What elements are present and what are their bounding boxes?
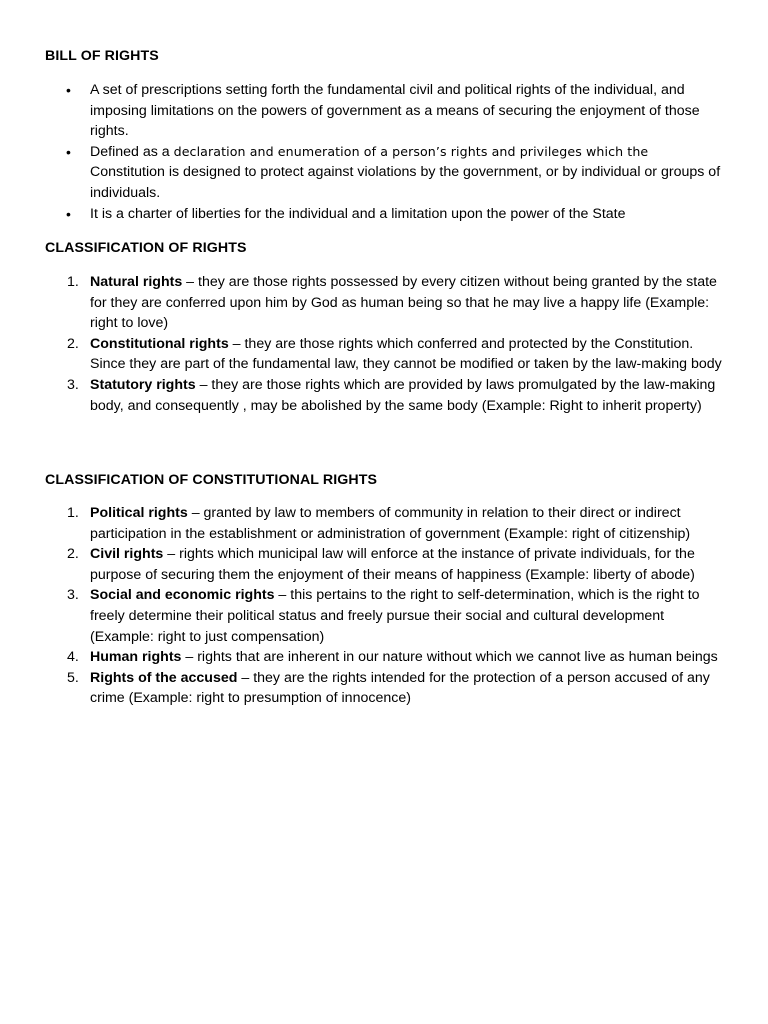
heading-classification-of-constitutional-rights: CLASSIFICATION OF CONSTITUTIONAL RIGHTS — [45, 472, 378, 488]
list-item — [0, 375, 726, 416]
bill-of-rights-list — [0, 80, 768, 224]
definition: – rights which municipal law will enforce at the instance of private individuals, for the purpose of securing them the enjoyment of their means of happiness (Example: liberty of abode) — [90, 546, 695, 583]
term: Civil rights — [90, 546, 164, 563]
number-marker: 2. — [67, 546, 79, 563]
bullet-marker: • — [66, 143, 71, 160]
list-item — [0, 668, 726, 709]
definition: – they are those rights which conferred and protected by the Constitution. Since they are part of the fundamental law, they cannot be modified or taken by the law-making body — [90, 335, 722, 373]
heading-classification-of-rights: CLASSIFICATION OF RIGHTS — [45, 240, 247, 256]
list-item — [0, 544, 726, 585]
list-item — [0, 334, 726, 375]
term: Social and economic rights — [90, 587, 275, 604]
definition: – they are those rights which are provided by laws promulgated by the law-making body, and consequently , may be abolished by the same body (Example: Right to inherit property) — [90, 376, 716, 414]
list-item — [0, 272, 726, 334]
classification-of-rights-list — [0, 272, 768, 416]
definition: – they are those rights possessed by every citizen without being granted by the state for they are conferred upon him by God as human being so that he may live a happy life (Example: right to love) — [90, 274, 717, 332]
bullet-text: A set of prescriptions setting forth the fundamental civil and political rights of the individual, and imposing limitations on the powers of government as a means of securing the enjoyment of those rights. — [90, 82, 700, 140]
bullet-text-lead: Defined as a — [90, 143, 174, 160]
number-marker: 1. — [67, 505, 79, 521]
list-item — [0, 503, 726, 544]
number-marker: 4. — [67, 649, 79, 666]
number-marker: 2. — [67, 335, 79, 352]
bullet-marker: • — [66, 82, 71, 98]
list-item — [0, 204, 726, 225]
term: Human rights — [90, 649, 182, 666]
definition: – rights that are inherent in our nature without which we cannot live as human beings — [181, 649, 718, 666]
term: Constitutional rights — [90, 335, 229, 352]
bullet-text: Constitution is designed to protect against violations by the government, or by individual or groups of individuals. — [90, 164, 721, 201]
definition: – this pertains to the right to self-determination, which is the right to freely determine their political status and freely pursue their social and cultural development (Example: right to just compensation) — [90, 587, 700, 645]
classification-of-constitutional-rights-list — [0, 503, 768, 709]
term: Political rights — [90, 505, 188, 521]
number-marker: 5. — [67, 669, 79, 686]
term: Statutory rights — [90, 376, 196, 393]
number-marker: 1. — [67, 274, 79, 290]
number-marker: 3. — [67, 587, 79, 604]
term: Rights of the accused — [90, 669, 238, 686]
definition: – they are the rights intended for the protection of a person accused of any crime (Example: right to presumption of innocence) — [90, 669, 710, 707]
list-item — [0, 585, 726, 647]
list-item — [0, 80, 726, 142]
definition: – granted by law to members of community in relation to their direct or indirect participation in the establishment or administration of government (Example: right of citizenship) — [90, 505, 691, 542]
number-marker: 3. — [67, 376, 79, 393]
heading-bill-of-rights: BILL OF RIGHTS — [45, 48, 159, 64]
bullet-text: It is a charter of liberties for the individual and a limitation upon the power of the State — [90, 205, 626, 222]
bullet-marker: • — [66, 205, 71, 222]
list-item — [0, 647, 726, 668]
term: Natural rights — [90, 274, 183, 290]
list-item — [0, 142, 726, 204]
bullet-text-alt-font: declaration and enumeration of a person’s rights and privileges which the — [173, 143, 649, 159]
